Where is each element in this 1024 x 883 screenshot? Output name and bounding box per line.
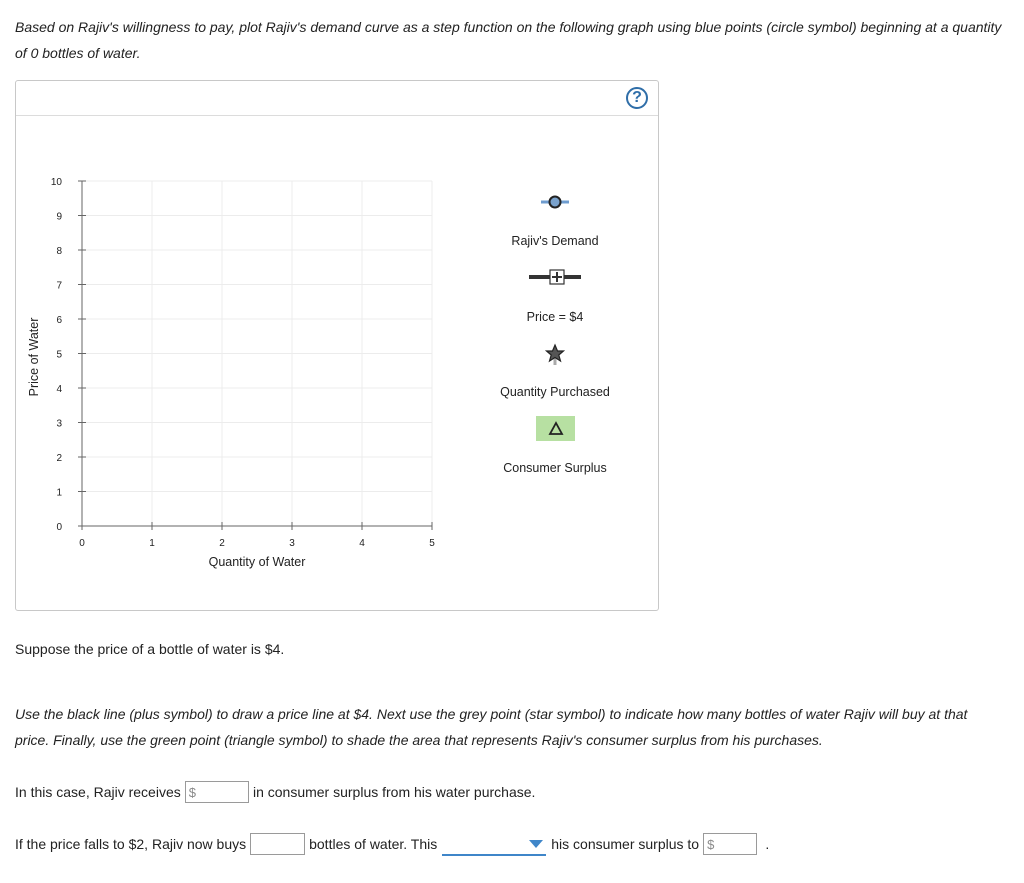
chevron-down-icon — [529, 840, 543, 848]
demand-chart[interactable] — [16, 81, 658, 610]
demand-tool-circle-icon — [550, 197, 561, 208]
y-tick-label: 8 — [56, 246, 62, 257]
new-surplus-input[interactable] — [714, 835, 756, 853]
y-tick-label: 1 — [56, 487, 62, 499]
price-fall-question-row — [15, 832, 769, 856]
row2-text-before: If the price falls to $2, Rajiv now buys — [15, 836, 247, 852]
demand-tool-icon[interactable] — [541, 197, 569, 208]
row2-text-mid: bottles of water. This — [309, 836, 438, 852]
surplus-question-row — [15, 780, 535, 804]
x-axis-label: Quantity of Water — [208, 555, 306, 569]
x-tick-label: 5 — [429, 538, 435, 549]
y-tick-label: 6 — [56, 315, 62, 326]
surplus-swatch — [536, 416, 575, 441]
y-axis-label: Price of Water — [27, 317, 41, 397]
legend-price-label: Price = $4 — [526, 310, 584, 324]
row1-text-after: in consumer surplus from his water purchase. — [252, 784, 536, 800]
legend-quantity-label: Quantity Purchased — [500, 385, 610, 399]
legend-demand-label: Rajiv's Demand — [511, 234, 599, 248]
help-icon[interactable]: ? — [626, 87, 648, 109]
y-tick-label: 2 — [56, 453, 62, 464]
currency-symbol-2: $ — [707, 836, 715, 852]
x-tick-label: 4 — [359, 538, 365, 549]
price-sentence: Suppose the price of a bottle of water is $4. — [15, 641, 285, 657]
row2-text-after: his consumer surplus to — [551, 836, 700, 852]
chart-grid — [82, 181, 432, 526]
y-tick-label: 0 — [56, 522, 62, 533]
x-tick-label: 3 — [289, 538, 295, 549]
y-tick-label: 3 — [56, 418, 62, 430]
currency-symbol: $ — [188, 784, 196, 800]
price-tool-icon[interactable] — [529, 270, 581, 284]
graph-panel — [15, 80, 659, 611]
new-surplus-input-box[interactable] — [703, 833, 757, 855]
triangle-tool-icon[interactable] — [536, 416, 575, 441]
tool-instructions: Use the black line (plus symbol) to draw a price line at $4. Next use the grey point (star symbol) to indicate how many bottles of water Rajiv will buy at that price. Finally, use the green point (triangle symbol) to shade the area that represents Rajiv's consumer surplus from his purchases. — [15, 706, 968, 748]
y-tick-label: 9 — [56, 211, 62, 223]
x-tick-label: 0 — [79, 538, 85, 549]
y-tick-label: 4 — [56, 384, 62, 395]
change-dropdown[interactable] — [442, 832, 546, 856]
bottles-input[interactable] — [250, 833, 305, 855]
intro-instructions: Based on Rajiv's willingness to pay, plot Rajiv's demand curve as a step function on the following graph using blue points (circle symbol) beginning at a quantity of 0 bottles of water. — [15, 19, 1002, 61]
surplus-input-box[interactable] — [185, 781, 249, 803]
star-tool-icon[interactable] — [547, 345, 564, 365]
legend-surplus-label: Consumer Surplus — [503, 461, 607, 475]
y-tick-label: 10 — [50, 177, 62, 188]
y-tick-label: 7 — [56, 280, 62, 292]
x-tick-label: 2 — [219, 538, 225, 549]
row2-end: . — [765, 836, 770, 852]
y-tick-label: 5 — [56, 349, 62, 361]
chart-ticks — [51, 177, 435, 549]
row1-text-before: In this case, Rajiv receives — [15, 784, 181, 800]
surplus-input[interactable] — [196, 783, 248, 801]
x-tick-label: 1 — [149, 538, 155, 549]
